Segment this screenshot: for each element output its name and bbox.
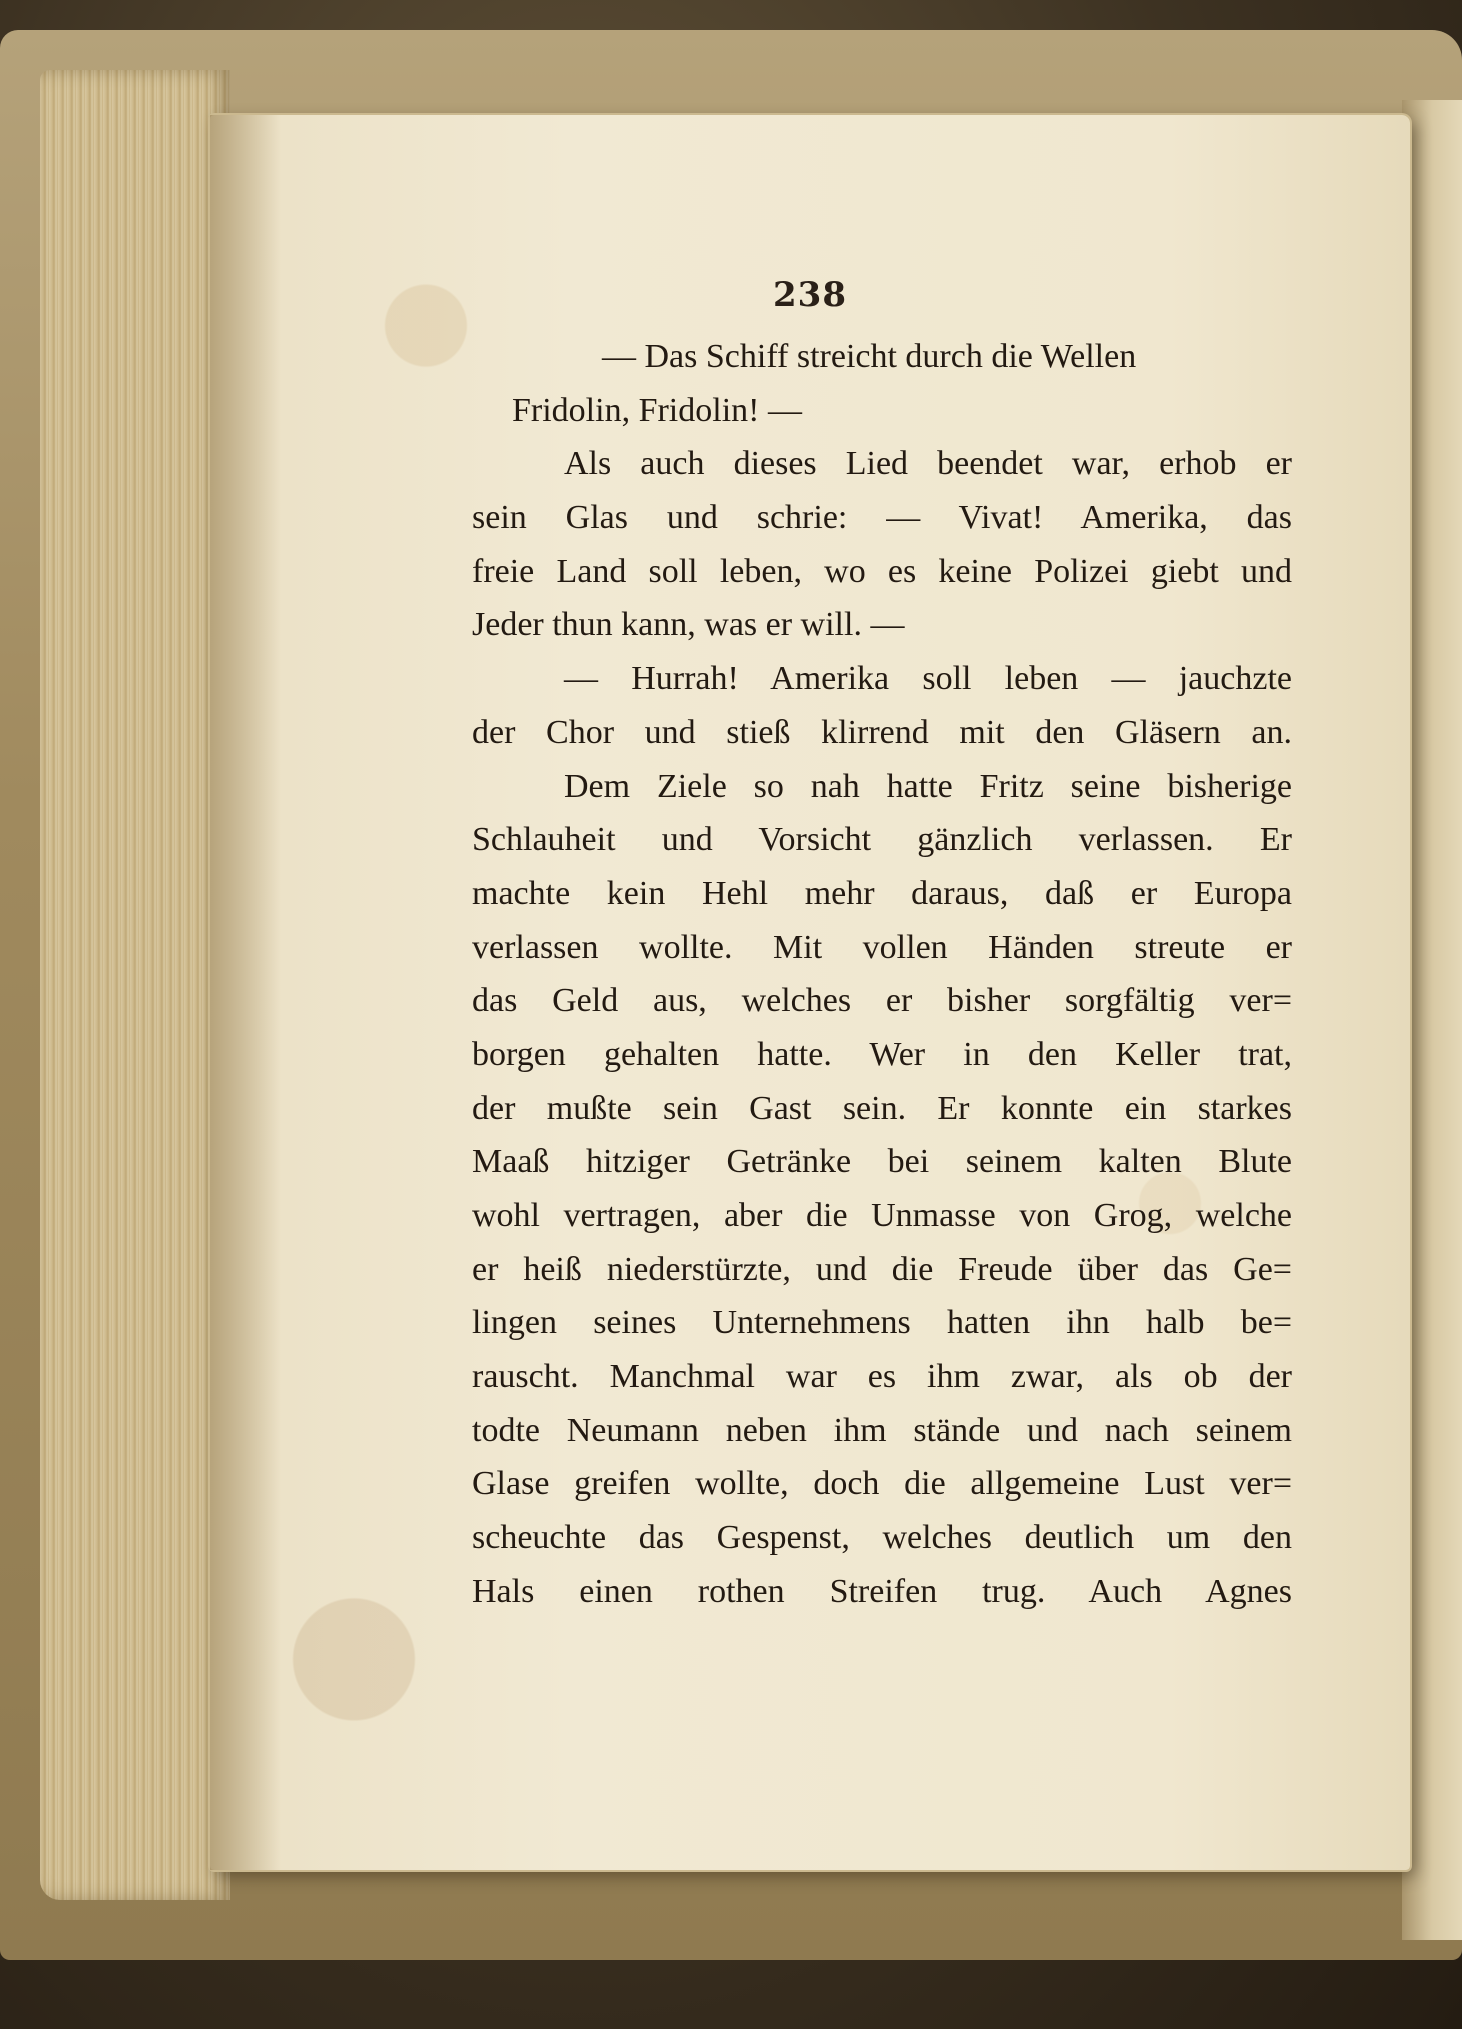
text-line: verlassen wollte. Mit vollen Händen streute er: [472, 928, 1292, 966]
text-line: der mußte sein Gast sein. Er konnte ein starkes: [472, 1089, 1292, 1127]
text-line: Fridolin, Fridolin! —: [512, 391, 802, 429]
text-line: der Chor und stieß klirrend mit den Gläsern an.: [472, 713, 1292, 751]
text-line: freie Land soll leben, wo es keine Polizei giebt und: [472, 552, 1292, 590]
text-line: — Das Schiff streicht durch die Wellen: [602, 338, 1137, 375]
text-line: Schlauheit und Vorsicht gänzlich verlassen. Er: [472, 821, 1292, 859]
body-text: [472, 330, 1292, 1619]
facing-page-edge: [1402, 100, 1462, 1940]
text-line: sein Glas und schrie: — Vivat! Amerika, das: [472, 499, 1292, 537]
text-line: — Hurrah! Amerika soll leben — jauchzte: [564, 660, 1292, 698]
text-line: Hals einen rothen Streifen trug. Auch Agnes: [472, 1572, 1292, 1610]
book-page: [210, 115, 1410, 1870]
text-line: Maaß hitziger Getränke bei seinem kalten Blute: [472, 1143, 1292, 1181]
page-edges: [40, 70, 230, 1900]
page-number: 238: [773, 275, 847, 315]
text-line: wohl vertragen, aber die Unmasse von Grog, welche: [472, 1197, 1292, 1234]
text-line: borgen gehalten hatte. Wer in den Keller trat,: [472, 1035, 1292, 1073]
gutter-shadow: [210, 115, 280, 1870]
text-line: lingen seines Unternehmens hatten ihn halb be=: [472, 1304, 1292, 1342]
text-line: Jeder thun kann, was er will. —: [472, 606, 905, 644]
text-line: scheuchte das Gespenst, welches deutlich um den: [472, 1519, 1292, 1557]
text-line: das Geld aus, welches er bisher sorgfältig ver=: [472, 982, 1292, 1020]
text-line: rauscht. Manchmal war es ihm zwar, als ob der: [472, 1358, 1292, 1396]
text-line: Als auch dieses Lied beendet war, erhob er: [564, 445, 1292, 483]
text-line: todte Neumann neben ihm stände und nach seinem: [472, 1411, 1292, 1449]
text-line: Glase greifen wollte, doch die allgemeine Lust ver=: [472, 1465, 1292, 1503]
text-line: Dem Ziele so nah hatte Fritz seine bisherige: [564, 767, 1292, 805]
text-line: er heiß niederstürzte, und die Freude über das Ge=: [472, 1250, 1292, 1288]
text-line: machte kein Hehl mehr daraus, daß er Europa: [472, 874, 1292, 912]
